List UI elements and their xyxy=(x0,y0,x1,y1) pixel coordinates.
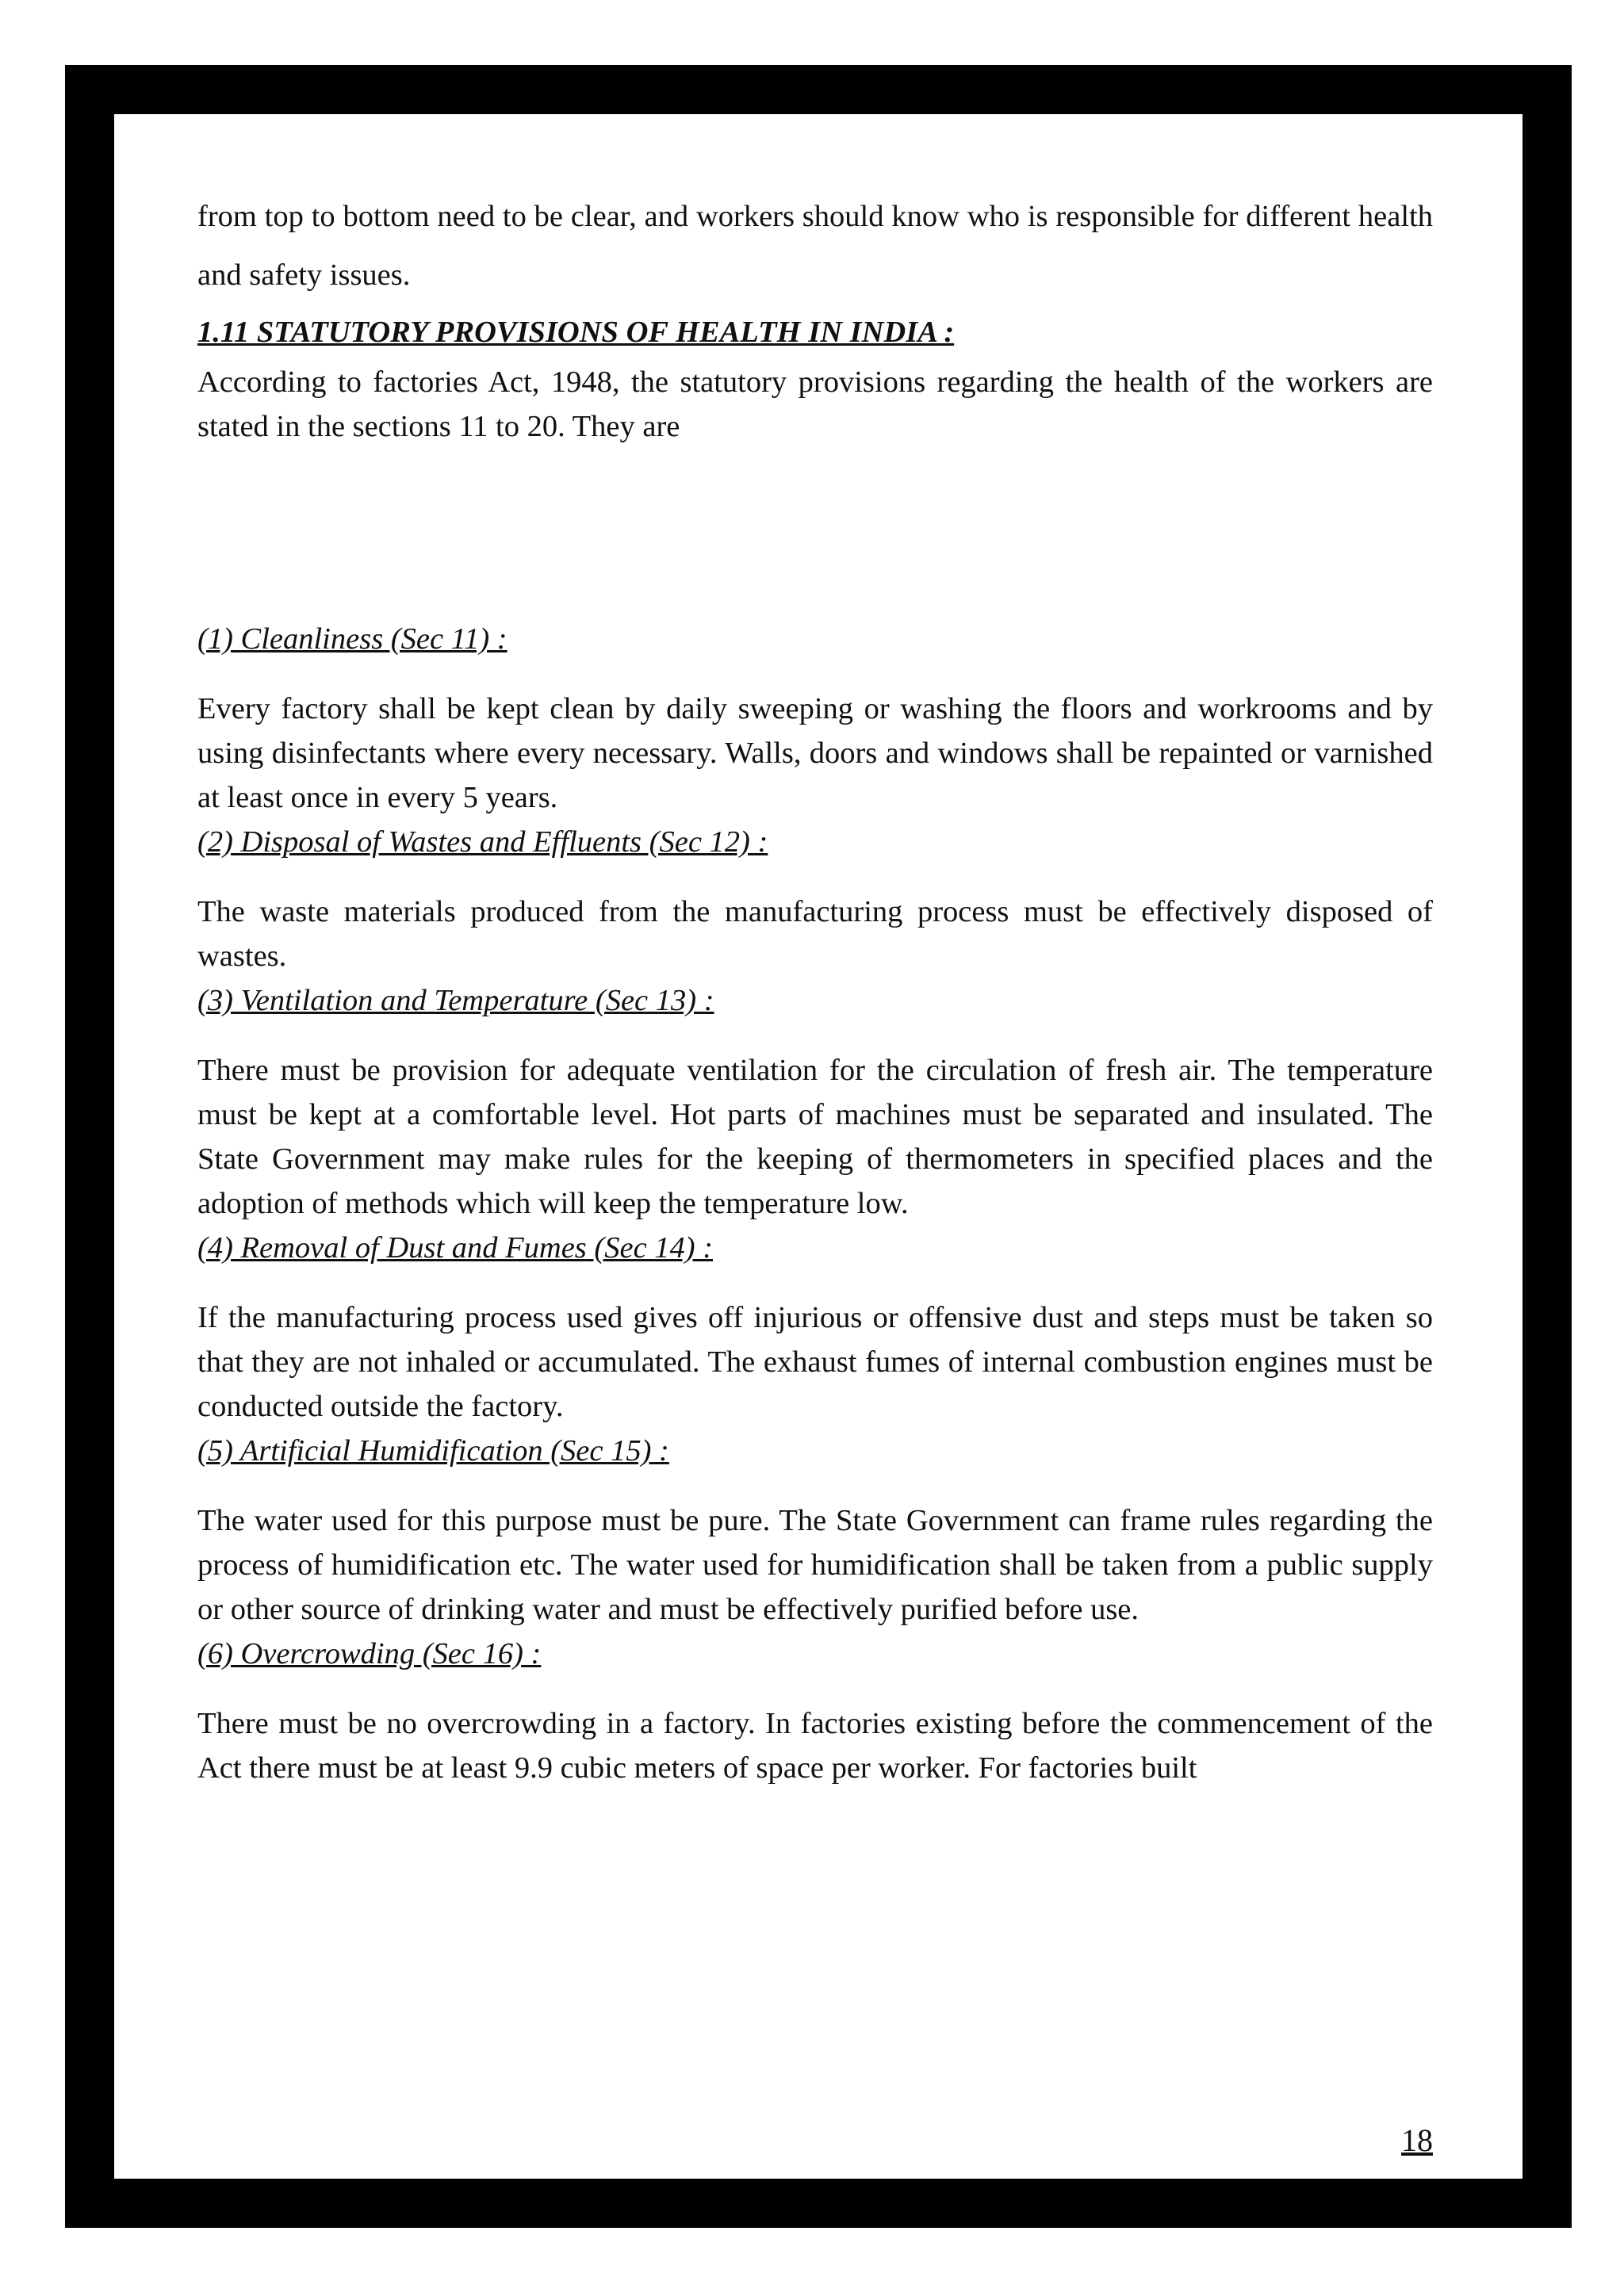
provision-body: There must be no overcrowding in a factory. In factories existing before the commencement of the Act there must be at least 9.9 cubic meters of space per worker. For factories built xyxy=(197,1707,1433,1785)
provision-heading: (2) Disposal of Wastes and Effluents (Sec 12) : xyxy=(197,825,768,859)
provision-heading: (4) Removal of Dust and Fumes (Sec 14) : xyxy=(197,1231,714,1265)
provision-body: Every factory shall be kept clean by daily sweeping or washing the floors and workrooms and by using disinfectants where every necessary. Walls, doors and windows shall be repainted or varnished at least once in every 5 years. xyxy=(197,692,1433,814)
provision-body: If the manufacturing process used gives off injurious or offensive dust and steps must be taken so that they are not inhaled or accumulated. The exhaust fumes of internal combustion engines must be conducted outside the factory. xyxy=(197,1301,1433,1423)
provision-heading: (5) Artificial Humidification (Sec 15) : xyxy=(197,1434,669,1468)
provision-item-disposal-of-wastes xyxy=(197,820,1433,978)
provision-body: There must be provision for adequate ventilation for the circulation of fresh air. The temperature must be kept at a comfortable level. Hot parts of machines must be separated and insulated. The State Government may make rules for the keeping of thermometers in specified places and the adoption of methods which will keep the temperature low. xyxy=(197,1054,1433,1220)
provision-body: The waste materials produced from the manufacturing process must be effectively disposed of wastes. xyxy=(197,895,1433,973)
provision-heading: (1) Cleanliness (Sec 11) : xyxy=(197,622,508,656)
provision-heading: (3) Ventilation and Temperature (Sec 13) : xyxy=(197,984,714,1017)
intro-paragraph: According to factories Act, 1948, the statutory provisions regarding the health of the workers are stated in the sections 11 to 20. They are xyxy=(197,365,1433,443)
page-content xyxy=(197,187,1433,1790)
provision-item-humidification xyxy=(197,1429,1433,1632)
provision-heading: (6) Overcrowding (Sec 16) : xyxy=(197,1637,542,1670)
provision-body: The water used for this purpose must be pure. The State Government can frame rules regarding the process of humidification etc. The water used for humidification shall be taken from a public supply or other source of drinking water and must be effectively purified before use. xyxy=(197,1504,1433,1626)
continuation-paragraph: from top to bottom need to be clear, and workers should know who is responsible for different health and safety issues. xyxy=(197,200,1433,292)
provision-item-overcrowding xyxy=(197,1632,1433,1790)
provision-item-dust-and-fumes xyxy=(197,1226,1433,1429)
provision-item-cleanliness xyxy=(197,617,1433,820)
provision-item-ventilation xyxy=(197,978,1433,1226)
page-number: 18 xyxy=(1401,2122,1433,2158)
section-heading: 1.11 STATUTORY PROVISIONS OF HEALTH IN INDIA : xyxy=(197,316,955,349)
blank-space xyxy=(197,449,1433,617)
